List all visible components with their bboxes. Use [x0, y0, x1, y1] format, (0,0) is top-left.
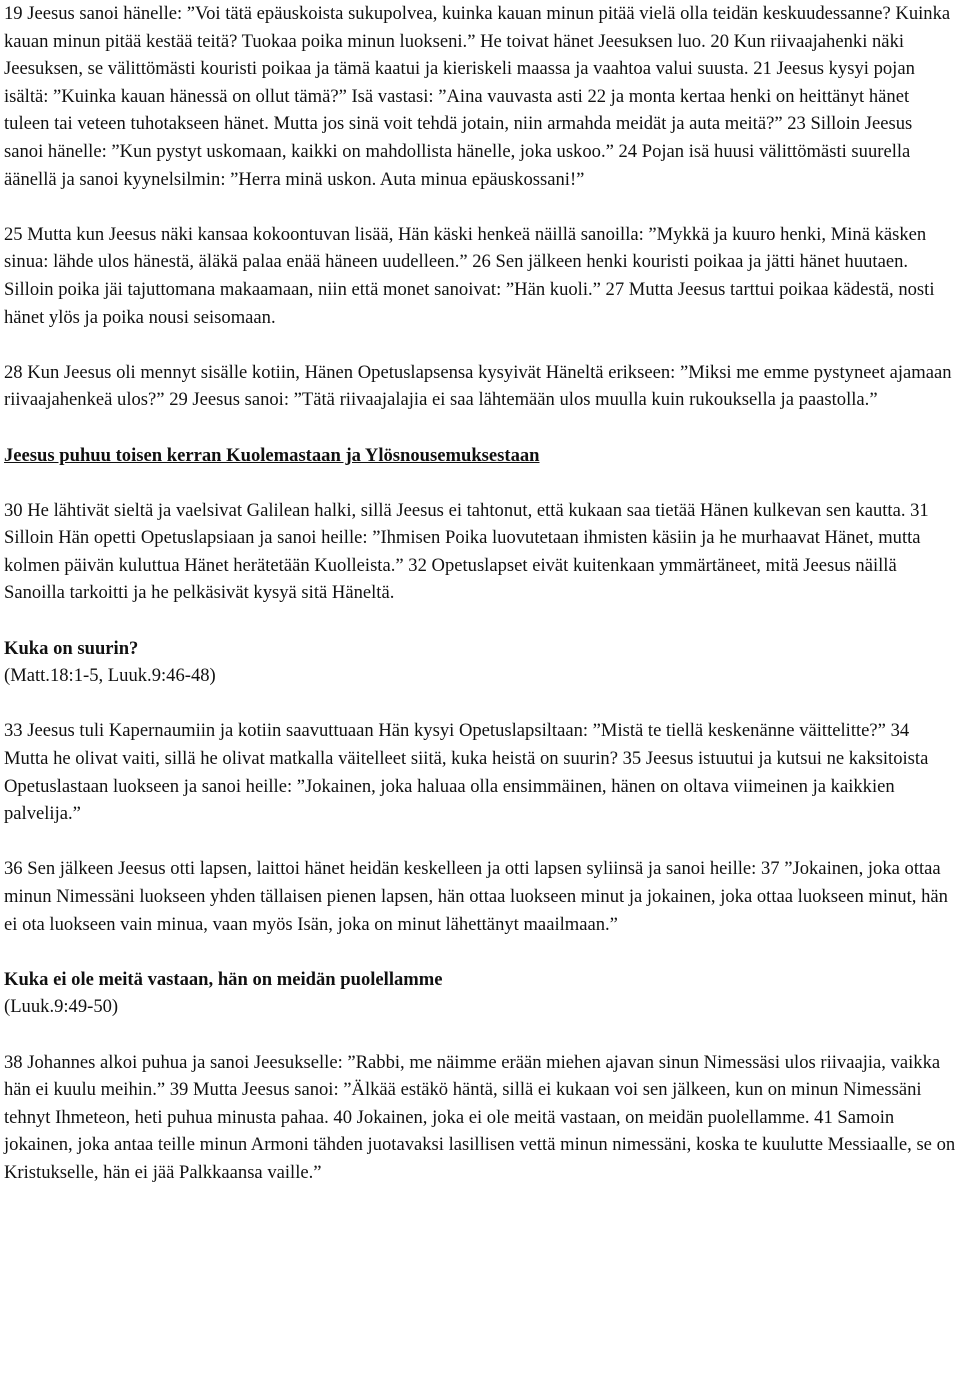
paragraph-spacer [4, 193, 956, 221]
cross-reference: (Luuk.9:49-50) [4, 996, 119, 1018]
paragraph-verses-19-24: 19 Jeesus sanoi hänelle: ”Voi tätä epäuskoista sukupolvea, kuinka kauan minun pitää vielä olla teidän keskuudessanne? Kuinka kauan minun pitää kestää teitä? Tuokaa poika minun luokseni.” He toivat hänet Jeesuksen luo. 20 Kun riivaajahenki näki Jeesuksen, se välittömästi kouristi poikaa ja tämä kaatui ja kieriskeli maassa ja vaahtoa valui suusta. 21 Jeesus kysyi pojan isältä: ”Kuinka kauan hänessä on ollut tämä?” Isä vastasi: ”Aina vauvasta asti 22 ja monta kertaa henki on heittänyt hänet tuleen tai veteen tuhotakseen hänet. Mutta jos sinä voit tehdä jotain, niin armahda meidät ja auta meitä?” 23 Silloin Jeesus sanoi hänelle: ”Kun pystyt uskomaan, kaikki on mahdollista hänelle, joka uskoo.” 24 Pojan isä huusi välittömästi suurella äänellä ja sanoi kyynelsilmin: ”Herra minä uskon. Auta minua epäuskossani!” [4, 3, 951, 190]
paragraph-verses-33-35: 33 Jeesus tuli Kapernaumiin ja kotiin saavuttuaan Hän kysyi Opetuslapsiltaan: ”Mistä te tiellä keskenänne väittelitte?” 34 Mutta he olivat vaiti, sillä he olivat matkalla väitelleet siitä, kuka heistä on suurin? 35 Jeesus istuutui ja kutsui ne kaksitoista Opetuslastaan luokseen ja sanoi heille: ”Jokainen, joka haluaa olla ensimmäinen, hänen on oltava viimeinen ja kaikkien palvelija.” [4, 720, 929, 825]
paragraph-spacer [4, 938, 956, 966]
section-heading-who-is-greatest: Kuka on suurin? [4, 637, 139, 659]
paragraph-verses-38-41: 38 Johannes alkoi puhua ja sanoi Jeesukselle: ”Rabbi, me näimme erään miehen ajavan sinun Nimessäsi ulos riivaajia, vaikka hän ei kuulu meihin.” 39 Mutta Jeesus sanoi: ”Älkää estäkö häntä, sillä ei kukaan voi sen jälkeen, kun on minun Nimessäni tehnyt Ihmeteon, heti puhua minusta pahaa. 40 Jokainen, joka ei ole meitä vastaan, on meidän puolellamme. 41 Samoin jokainen, joka antaa teille minun Armoni tähden juotavaksi lasillisen vettä minun nimessäni, koska te kuulutte Messiaalle, se on Kristukselle, hän ei jää Palkkaansa vaille.” [4, 1051, 956, 1183]
paragraph-spacer [4, 690, 956, 718]
paragraph-spacer [4, 414, 956, 442]
paragraph-verses-36-37: 36 Sen jälkeen Jeesus otti lapsen, laittoi hänet heidän keskelleen ja otti lapsen syliinsä ja sanoi heille: 37 ”Jokainen, joka ottaa minun Nimessäni luokseen yhden tällaisen pienen lapsen, hän ottaa luokseen minut ja jokainen, joka ottaa luokseen minut, hän ei ota luokseen vain minua, vaan myös Isän, joka on minut lähettänyt maailmaan.” [4, 858, 948, 935]
paragraph-spacer [4, 1021, 956, 1049]
cross-reference: (Matt.18:1-5, Luuk.9:46-48) [4, 665, 216, 687]
section-heading-not-against-us: Kuka ei ole meitä vastaan, hän on meidän puolellamme [4, 968, 443, 990]
paragraph-verses-30-32: 30 He lähtivät sieltä ja vaelsivat Galilean halki, sillä Jeesus ei tahtonut, että kukaan saa tietää Hänen kulkevan sen kautta. 31 Silloin Hän opetti Opetuslapsiaan ja sanoi heille: ”Ihmisen Poika luovutetaan ihmisten käsiin ja he murhaavat Hänet, mutta kolmen päivän kuluttua Hänet herätetään Kuolleista.” 32 Opetuslapset eivät kuitenkaan ymmärtäneet, mitä Jeesus näillä Sanoilla tarkoitti ja he pelkäsivät kysyä sitä Häneltä. [4, 499, 929, 604]
paragraph-spacer [4, 828, 956, 856]
section-heading-second-prediction: Jeesus puhuu toisen kerran Kuolemastaan ja Ylösnousemuksestaan [4, 444, 540, 466]
paragraph-spacer [4, 331, 956, 359]
paragraph-verses-25-27: 25 Mutta kun Jeesus näki kansaa kokoontuvan lisää, Hän käski henkeä näillä sanoilla: ”Mykkä ja kuuro henki, Minä käsken sinua: lähde ulos hänestä, äläkä palaa enää häneen uudelleen.” 26 Sen jälkeen henki kouristi poikaa ja jätti hänet huutaen. Silloin poika jäi tajuttomana makaamaan, niin että monet sanoivat: ”Hän kuoli.” 27 Mutta Jeesus tarttui poikaa kädestä, nosti hänet ylös ja poika nousi seisomaan. [4, 223, 935, 328]
paragraph-spacer [4, 607, 956, 635]
document-page [4, 0, 956, 1187]
paragraph-verses-28-29: 28 Kun Jeesus oli mennyt sisälle kotiin, Hänen Opetuslapsensa kysyivät Häneltä erikseen: ”Miksi me emme pystyneet ajamaan riivaajahenkeä ulos?” 29 Jeesus sanoi: ”Tätä riivaajalajia ei saa lähtemään ulos muulla kuin rukouksella ja paastolla.” [4, 361, 952, 411]
paragraph-spacer [4, 469, 956, 497]
